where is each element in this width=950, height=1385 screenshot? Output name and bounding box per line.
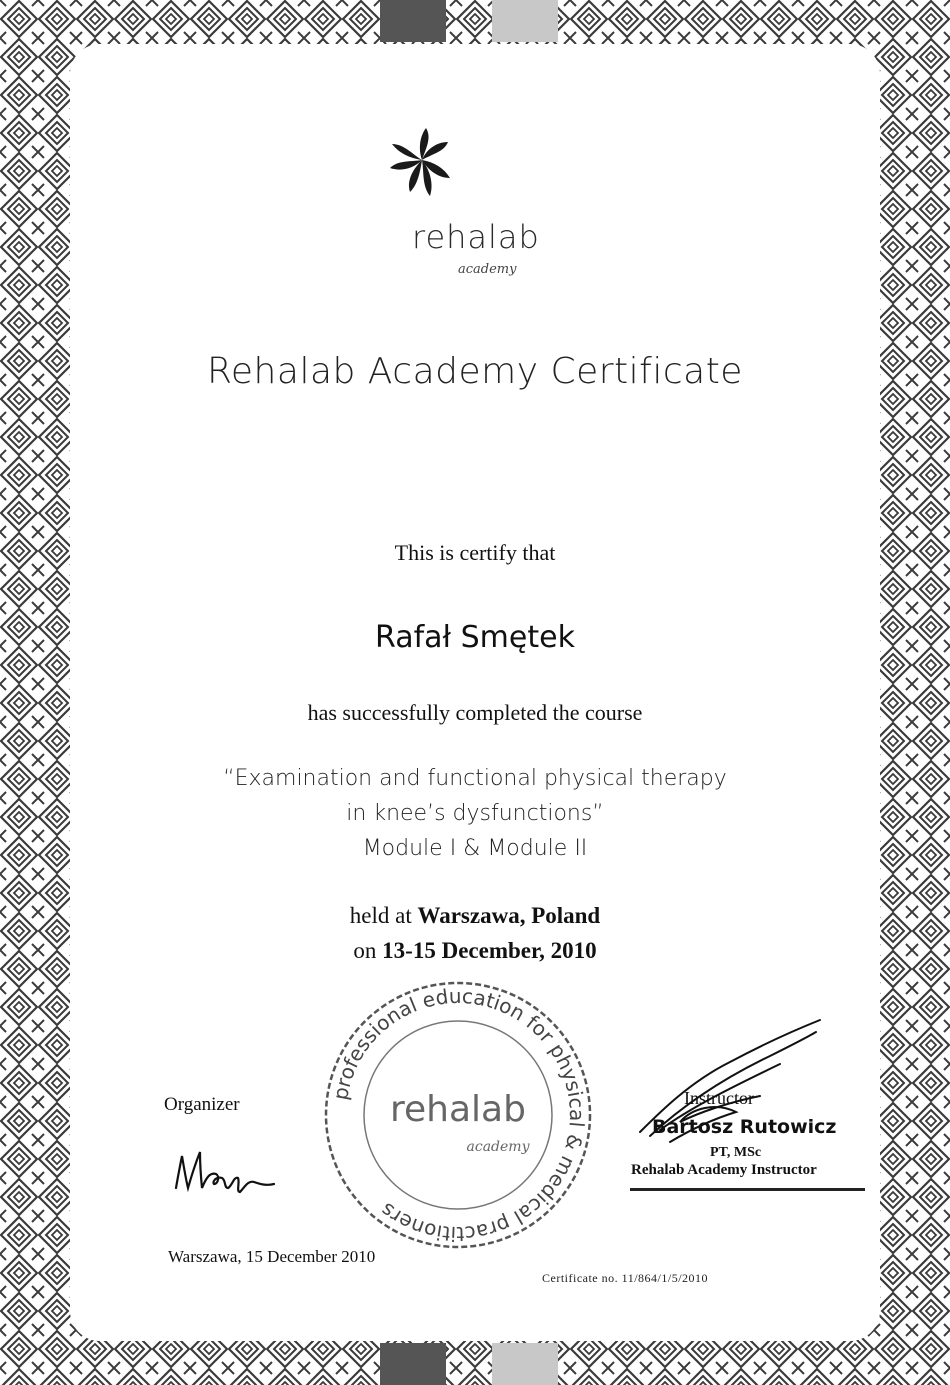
logo-wordmark: rehalab [412, 218, 540, 256]
organizer-label: Organizer [164, 1094, 240, 1115]
top-tab-dark [380, 0, 446, 42]
logo-subtitle: academy [458, 262, 517, 277]
top-tab-light [492, 0, 558, 42]
stamp-wordmark: rehalab [390, 1089, 526, 1130]
certificate-title: Rehalab Academy Certificate [207, 351, 743, 392]
instructor-label: Instructor [684, 1088, 754, 1108]
bottom-tab-light [492, 1343, 558, 1385]
course-title-line-1: “Examination and functional physical therapy [223, 766, 727, 791]
course-modules: Module I & Module II [362, 836, 588, 861]
recipient-name: Rafał Smętek [375, 620, 575, 655]
instructor-role: Rehalab Academy Instructor [631, 1162, 817, 1178]
stamp-ring-text: professional education for physical & medical practitioners [328, 983, 590, 1247]
held-prefix: held at [349, 903, 418, 928]
instructor-signature [620, 1012, 840, 1162]
certify-line: This is certify that [394, 540, 556, 565]
certificate-number: Certificate no. 11/864/1/5/2010 [542, 1271, 709, 1285]
instructor-name: Bartosz Rutowicz [652, 1116, 837, 1138]
rehalab-flower-logo-icon [380, 118, 460, 208]
completed-line: has successfully completed the course [307, 700, 643, 725]
instructor-degree: PT, MSc [710, 1145, 762, 1160]
signature-line [630, 1188, 865, 1191]
rehalab-stamp [318, 975, 598, 1255]
course-title-line-2: in knee’s dysfunctions” [346, 801, 604, 826]
held-at-line [0, 903, 950, 929]
bottom-tab-dark [380, 1343, 446, 1385]
issue-place-date: Warszawa, 15 December 2010 [168, 1247, 376, 1266]
dates-value: 13-15 December, 2010 [382, 938, 597, 963]
stamp-subtitle: academy [466, 1139, 530, 1155]
organizer-signature [170, 1148, 290, 1204]
dates-line [0, 938, 950, 964]
dates-prefix: on [353, 938, 383, 963]
held-place: Warszawa, Poland [417, 903, 601, 928]
